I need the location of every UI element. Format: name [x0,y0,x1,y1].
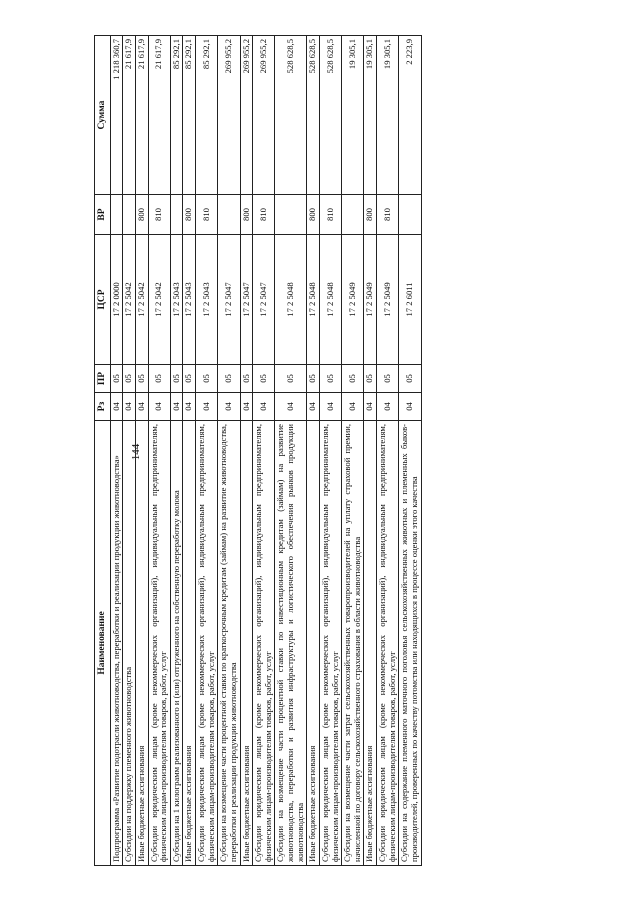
row-pr: 05 [399,365,421,393]
row-name: Иные бюджетные ассигнования [183,421,196,866]
row-vr: 810 [253,195,275,235]
row-csr: 17 2 5049 [377,235,399,365]
row-csr: 17 2 5042 [123,235,136,365]
table-header-row [95,36,111,866]
table-body [110,36,421,866]
row-name: Субсидии юридическим лицам (кроме некоммерческих организаций), индивидуальным предпринимателям, физическим лицам-производителям товаров, работ, услуг [377,421,399,866]
row-rz: 04 [170,393,183,421]
row-sum: 19 305,1 [342,36,364,195]
row-pr: 05 [196,365,218,393]
row-name: Иные бюджетные ассигнования [135,421,148,866]
row-vr: 800 [135,195,148,235]
row-vr [123,195,136,235]
row-csr: 17 2 5048 [275,235,307,365]
row-vr: 800 [307,195,320,235]
table-row [377,36,399,866]
row-rz: 04 [218,393,240,421]
table-row [275,36,307,866]
row-vr: 800 [364,195,377,235]
row-sum: 19 305,1 [377,36,399,195]
row-vr: 810 [319,195,341,235]
row-name: Иные бюджетные ассигнования [364,421,377,866]
page-number: 144 [130,443,142,461]
row-name: Субсидии на 1 килограмм реализованного и (или) отгруженного на собственную переработку молока [170,421,183,866]
row-csr: 17 2 5043 [183,235,196,365]
row-csr: 17 2 5043 [196,235,218,365]
header-sum: Сумма [95,36,111,195]
row-sum: 1 218 360,7 [110,36,123,195]
row-csr: 17 2 5049 [364,235,377,365]
table-row [364,36,377,866]
header-csr: ЦСР [95,235,111,365]
row-vr: 810 [148,195,170,235]
row-rz: 04 [364,393,377,421]
row-name: Субсидии на возмещение части затрат сельскохозяйственных товаропроизводителей на уплату страховой премии, начисленной по договору сельскохозяйственного страхования в области животноводства [342,421,364,866]
header-name: Наименование [95,421,111,866]
row-sum: 85 292,1 [183,36,196,195]
row-pr: 05 [218,365,240,393]
table-row [342,36,364,866]
row-pr: 05 [240,365,253,393]
row-name: Субсидии юридическим лицам (кроме некоммерческих организаций), индивидуальным предпринимателям, физическим лицам-производителям товаров, работ, услуг [148,421,170,866]
budget-table [94,35,422,866]
row-sum: 2 223,9 [399,36,421,195]
header-rz: Рз [95,393,111,421]
row-pr: 05 [170,365,183,393]
row-name: Иные бюджетные ассигнования [240,421,253,866]
table-row [135,36,148,866]
row-csr: 17 2 5043 [170,235,183,365]
row-csr: 17 2 5048 [307,235,320,365]
row-sum: 528 628,5 [275,36,307,195]
row-vr [170,195,183,235]
row-csr: 17 2 6011 [399,235,421,365]
row-name: Субсидии на возмещение части процентной ставки по краткосрочным кредитам (займам) на развитие животноводства, переработки и реализации продукции животноводства [218,421,240,866]
row-name: Иные бюджетные ассигнования [307,421,320,866]
row-pr: 05 [377,365,399,393]
row-pr: 05 [253,365,275,393]
row-pr: 05 [307,365,320,393]
row-sum: 21 617,9 [148,36,170,195]
row-sum: 85 292,1 [170,36,183,195]
row-vr [275,195,307,235]
row-name: Субсидии на возмещение части процентной ставки по инвестиционным кредитам (займам) на развитие животноводства, переработки и развития инфраструктуры и логистического обеспечения рынков продукции животноводства [275,421,307,866]
row-pr: 05 [148,365,170,393]
row-sum: 269 955,2 [253,36,275,195]
table-row [148,36,170,866]
row-pr: 05 [319,365,341,393]
table-row [123,36,136,866]
table-row [399,36,421,866]
row-rz: 04 [135,393,148,421]
row-csr: 17 2 5042 [148,235,170,365]
row-sum: 528 628,5 [307,36,320,195]
row-csr: 17 2 5047 [253,235,275,365]
row-csr: 17 2 5048 [319,235,341,365]
row-vr [110,195,123,235]
row-sum: 528 628,5 [319,36,341,195]
row-name: Субсидии на содержание племенного маточного поголовья сельскохозяйственных животных и племенных быков-производителей, проверенных по качеству потомства или находящихся в процессе оценки этого качества [399,421,421,866]
row-sum: 269 955,2 [240,36,253,195]
table-row [196,36,218,866]
row-rz: 04 [253,393,275,421]
table-row [183,36,196,866]
row-sum: 85 292,1 [196,36,218,195]
row-rz: 04 [123,393,136,421]
rotated-table-frame [94,36,534,866]
row-rz: 04 [319,393,341,421]
row-rz: 04 [196,393,218,421]
row-csr: 17 2 5049 [342,235,364,365]
row-csr: 17 2 5047 [240,235,253,365]
row-name: Субсидии юридическим лицам (кроме некоммерческих организаций), индивидуальным предпринимателям, физическим лицам-производителям товаров, работ, услуг [319,421,341,866]
row-vr [399,195,421,235]
row-rz: 04 [307,393,320,421]
row-vr: 810 [196,195,218,235]
row-pr: 05 [183,365,196,393]
table-row [218,36,240,866]
row-name: Подпрограмма «Развитие подотрасли животноводства, переработки и реализации продукции животноводства» [110,421,123,866]
table-row [319,36,341,866]
row-csr: 17 2 0000 [110,235,123,365]
row-name: Субсидии юридическим лицам (кроме некоммерческих организаций), индивидуальным предпринимателям, физическим лицам-производителям товаров, работ, услуг [196,421,218,866]
table-row [170,36,183,866]
row-csr: 17 2 5047 [218,235,240,365]
row-rz: 04 [377,393,399,421]
row-pr: 05 [110,365,123,393]
row-rz: 04 [275,393,307,421]
row-rz: 04 [399,393,421,421]
row-pr: 05 [364,365,377,393]
row-name: Субсидии юридическим лицам (кроме некоммерческих организаций), индивидуальным предпринимателям, физическим лицам-производителям товаров, работ, услуг [253,421,275,866]
row-sum: 19 305,1 [364,36,377,195]
table-row [253,36,275,866]
row-rz: 04 [110,393,123,421]
row-vr [342,195,364,235]
row-rz: 04 [342,393,364,421]
header-vr: ВР [95,195,111,235]
table-row [240,36,253,866]
row-name: Субсидии на поддержку племенного животноводства [123,421,136,866]
row-vr [218,195,240,235]
table-row [307,36,320,866]
row-rz: 04 [148,393,170,421]
row-rz: 04 [240,393,253,421]
row-sum: 269 955,2 [218,36,240,195]
row-vr: 800 [183,195,196,235]
header-pr: ПР [95,365,111,393]
row-rz: 04 [183,393,196,421]
row-csr: 17 2 5042 [135,235,148,365]
row-pr: 05 [135,365,148,393]
row-sum: 21 617,9 [135,36,148,195]
row-vr: 800 [240,195,253,235]
row-pr: 05 [123,365,136,393]
table-row [110,36,123,866]
row-vr: 810 [377,195,399,235]
row-pr: 05 [342,365,364,393]
row-pr: 05 [275,365,307,393]
row-sum: 21 617,9 [123,36,136,195]
